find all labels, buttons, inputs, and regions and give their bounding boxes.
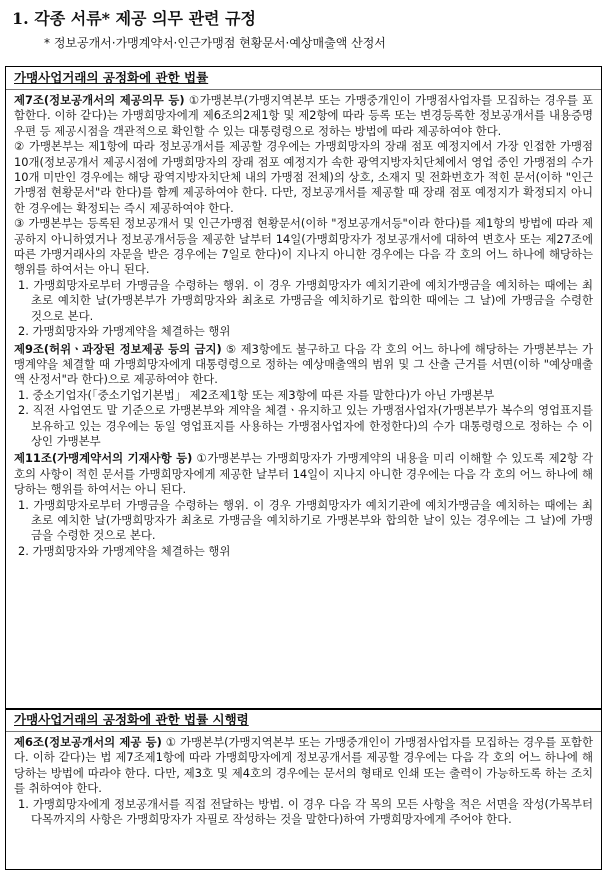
article-7-item-1: 1. 가맹희망자로부터 가맹금을 수령하는 행위. 이 경우 가맹희망자가 예치기관에 예치가맹금을 예치하는 때에는 최초로 예치한 날(가맹본부가 가맹희망자와 최초로 가맹금을 예치하기로 합의한 때에는 그 날)에 가맹금을 수령한 것으로 본다. [18, 277, 593, 323]
article-9-item-1: 1. 중소기업자(「중소기업기본법」 제2조제1항 또는 제3항에 따른 자를 말한다)가 아닌 가맹본부 [18, 387, 495, 402]
article-7-paragraph-1 [14, 93, 593, 139]
article-11-paragraph [14, 451, 593, 497]
enforcement-decree-heading: 가맹사업거래의 공정화에 관한 법률 시행령 [6, 709, 601, 732]
article-7-paragraph-2: ② 가맹본부는 제1항에 따라 정보공개서를 제공할 경우에는 가맹희망자의 장래 점포 예정지에서 가장 인접한 가맹점 10개(정보공개서 제공시점에 가맹희망자의 장래 점포 예정지가 속한 광역지방자치단체에서 영업 중인 가맹점의 수가 10개 미만인 경우에는 해당 광역지방자치단체 내의 가맹점 전체)의 상호, 소재지 및 전화번호가 적힌 문서(이하 "인근가맹점 현황문서"라 한다)를 함께 제공하여야 한다. 다만, 정보공개서를 제공할 때 장래 점포 예정지가 확정되지 아니한 경우에는 확정되는 즉시 제공하여야 한다. [14, 139, 593, 215]
decree-article-6-heading: 제6조(정보공개서의 제공 등) [14, 735, 162, 749]
article-7-heading: 제7조(정보공개서의 제공의무 등) [14, 93, 185, 107]
article-7-item-2: 2. 가맹희망자와 가맹계약을 체결하는 행위 [18, 324, 231, 339]
page-subtitle: * 정보공개서·가맹계약서·인근가맹점 현황문서·예상매출액 산정서 [44, 36, 386, 50]
enforcement-decree-box [5, 708, 602, 870]
franchise-act-heading: 가맹사업거래의 공정화에 관한 법률 [6, 67, 601, 90]
article-9-item-2: 2. 직전 사업연도 말 기준으로 가맹본부와 계약을 체결ㆍ유지하고 있는 가맹점사업자(가맹본부가 복수의 영업표지를 보유하고 있는 경우에는 동일 영업표지를 사용하는 가맹점사업자에 한정한다)의 수가 대통령령으로 정하는 수 이상인 가맹본부 [18, 403, 593, 448]
page-title: 1. 각종 서류* 제공 의무 관련 규정 [12, 9, 256, 28]
article-11-heading: 제11조(가맹계약서의 기재사항 등) [14, 451, 193, 466]
enforcement-decree-body [6, 732, 601, 827]
decree-article-6-text: ① 가맹본부(가맹지역본부 또는 가맹중개인이 가맹점사업자를 모집하는 경우를 포함한다. 이하 같다)는 법 제7조제1항에 따라 가맹희망자에게 정보공개서를 제공할 경우에는 다음 각 호의 어느 하나에 해당하는 방법에 따라야 한다. 다만, 제3호 및 제4호의 경우에는 문서의 형태로 인쇄 또는 출력이 가능하도록 하는 조치를 취하여야 한다. [14, 735, 593, 796]
franchise-act-box [5, 66, 602, 710]
article-11-text: ①가맹본부는 가맹희망자가 가맹계약의 내용을 미리 이해할 수 있도록 제2항 각 호의 사항이 적힌 문서를 가맹희망자에게 제공한 날부터 14일이 지나지 아니한 경우에는 다음 각 호의 어느 하나에 해당하는 행위를 하여서는 아니 된다. [14, 451, 593, 497]
article-11-item-2: 2. 가맹희망자와 가맹계약을 체결하는 행위 [18, 543, 231, 558]
article-7-p1-text: ①가맹본부(가맹지역본부 또는 가맹중개인이 가맹점사업자를 모집하는 경우를 포함한다. 이하 같다)는 가맹희망자에게 제6조의2제1항 및 제2항에 따라 등록 또는 변경등록한 정보공개서를 내용증명우편 등 제공시점을 객관적으로 확인할 수 있는 대통령령으로 정하는 방법에 따라 제공하여야 한다. [14, 93, 593, 138]
franchise-act-body [6, 90, 601, 559]
article-9-paragraph [14, 342, 593, 388]
article-9-heading: 제9조(허위ㆍ과장된 정보제공 등의 금지) [14, 341, 222, 356]
decree-article-6-item-1: 1. 가맹희망자에게 정보공개서를 직접 전달하는 방법. 이 경우 다음 각 목의 모든 사항을 적은 서면을 작성(가목부터 다목까지의 사항은 가맹희망자가 자필로 작성하는 것을 말한다)하여 가맹희망자에게 주어야 한다. [18, 796, 593, 827]
article-9-text: ⑤ 제3항에도 불구하고 다음 각 호의 어느 하나에 해당하는 가맹본부는 가맹계약을 체결할 때 가맹희망자에게 대통령령으로 정하는 예상매출액의 범위 및 그 산출 근거를 서면(이하 "예상매출액 산정서"라 한다)으로 제공하여야 한다. [14, 341, 593, 387]
article-7-paragraph-3: ③ 가맹본부는 등록된 정보공개서 및 인근가맹점 현황문서(이하 "정보공개서등"이라 한다)를 제1항의 방법에 따라 제공하지 아니하였거나 정보공개서등을 제공한 날부터 14일(가맹희망자가 정보공개서에 대하여 변호사 또는 제27조에 따른 가맹거래사의 자문을 받은 경우에는 7일로 한다)이 지나지 아니한 경우에는 다음 각 호의 어느 하나에 해당하는 행위를 하여서는 아니 된다. [14, 216, 593, 277]
article-11-item-1: 1. 가맹희망자로부터 가맹금을 수령하는 행위. 이 경우 가맹희망자가 예치기관에 예치가맹금을 예치하는 때에는 최초로 예치한 날(가맹희망자가 최초로 가맹금을 예치하기로 가맹본부와 합의한 날이 있는 경우에는 그 날)에 가맹금을 수령한 것으로 본다. [18, 497, 593, 543]
decree-article-6-paragraph [14, 735, 593, 797]
